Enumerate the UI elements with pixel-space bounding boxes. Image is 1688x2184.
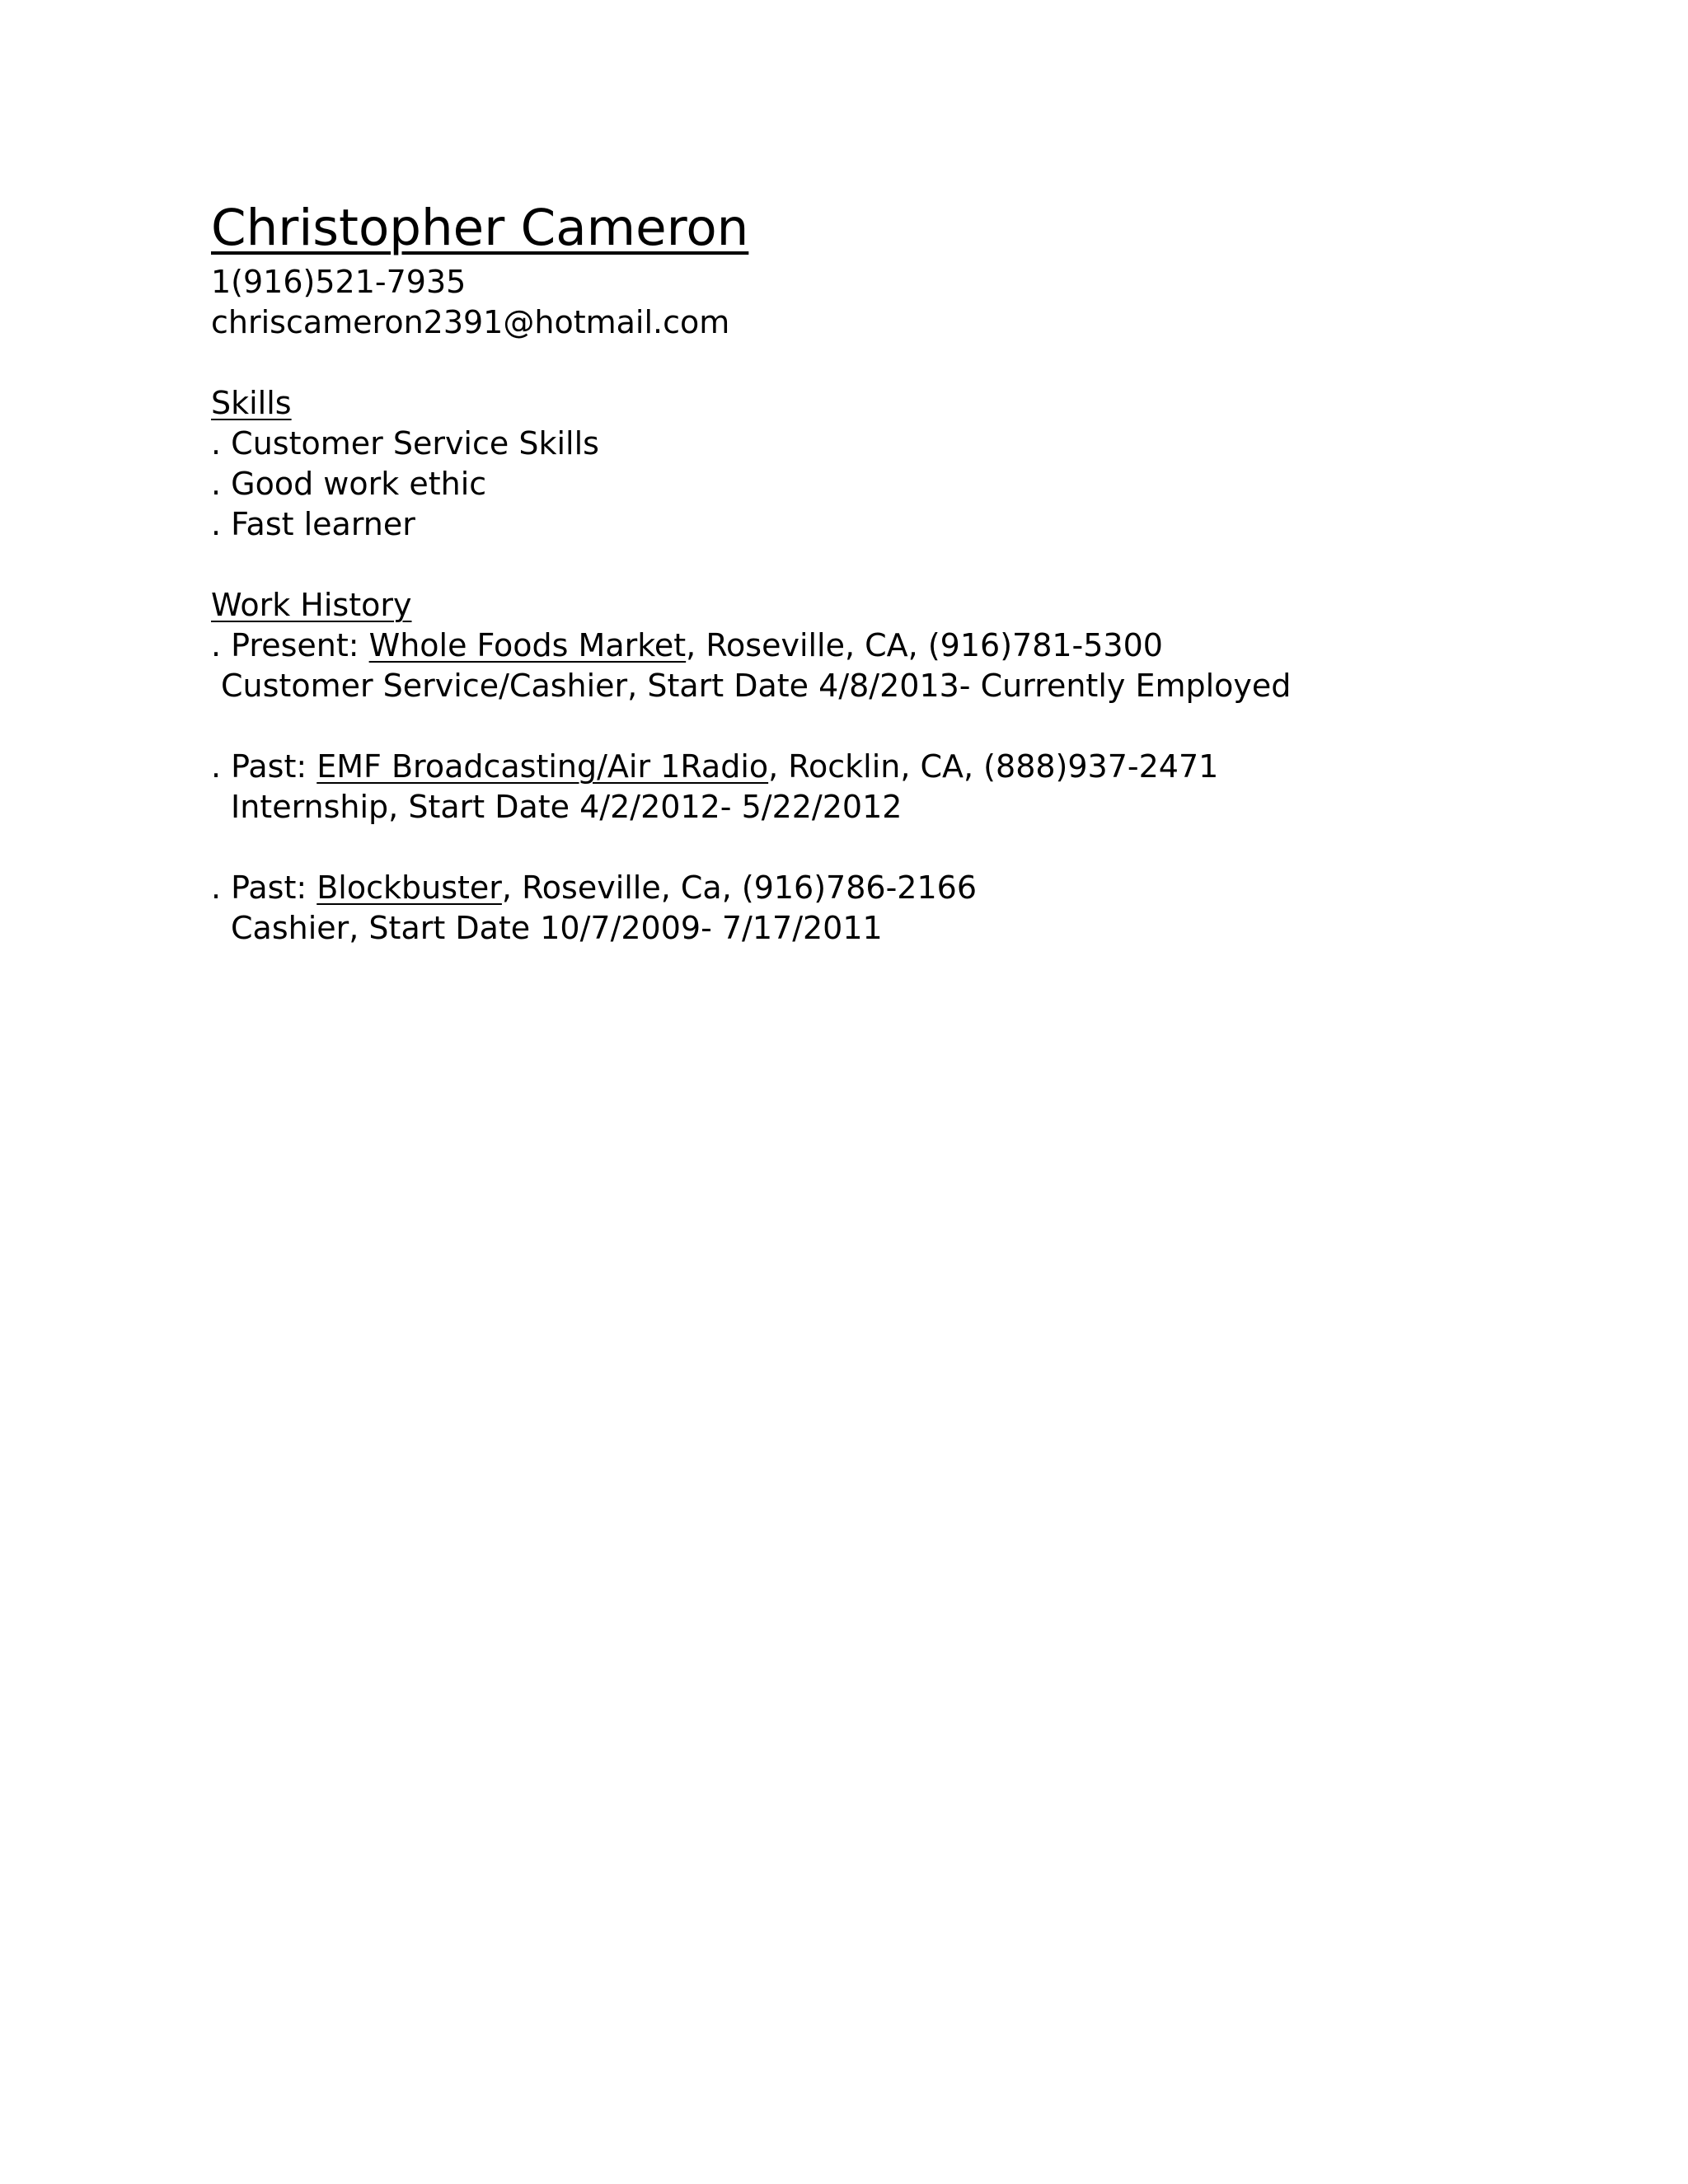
phone-number: 1(916)521-7935 <box>211 264 467 300</box>
employer-name: EMF Broadcasting/Air 1Radio <box>316 748 769 785</box>
job-role-line: Cashier, Start Date 10/7/2009- 7/17/2011 <box>231 910 883 946</box>
spacer <box>211 343 1612 383</box>
spacer <box>211 545 1612 585</box>
skills-heading: Skills <box>211 385 292 421</box>
spacer <box>211 827 1612 868</box>
job-details: , Roseville, CA, (916)781-5300 <box>686 627 1163 663</box>
job-prefix: . Present: <box>211 627 369 663</box>
skill-item-customer-service: . Customer Service Skills <box>211 425 599 462</box>
job-role-line: Customer Service/Cashier, Start Date 4/8/2013- Currently Employed <box>221 668 1292 704</box>
job-details: , Roseville, Ca, (916)786-2166 <box>501 869 978 906</box>
employer-name: Whole Foods Market <box>368 627 687 663</box>
job-prefix: . Past: <box>211 869 317 906</box>
job-details: , Rocklin, CA, (888)937-2471 <box>768 748 1219 785</box>
skill-item-fast-learner: . Fast learner <box>211 506 415 542</box>
job-role-line: Internship, Start Date 4/2/2012- 5/22/2012 <box>231 789 903 825</box>
job-entry-whole-foods <box>211 626 1612 666</box>
skill-item-work-ethic: . Good work ethic <box>211 466 487 502</box>
job-entry-emf-broadcasting <box>211 747 1612 787</box>
job-prefix: . Past: <box>211 748 317 785</box>
email-address: chriscameron2391@hotmail.com <box>211 304 730 340</box>
job-entry-blockbuster <box>211 868 1612 908</box>
work-history-heading: Work History <box>211 587 412 623</box>
candidate-name: Christopher Cameron <box>211 199 749 257</box>
resume-content <box>211 198 1612 949</box>
spacer <box>211 706 1612 747</box>
employer-name: Blockbuster <box>316 869 502 906</box>
